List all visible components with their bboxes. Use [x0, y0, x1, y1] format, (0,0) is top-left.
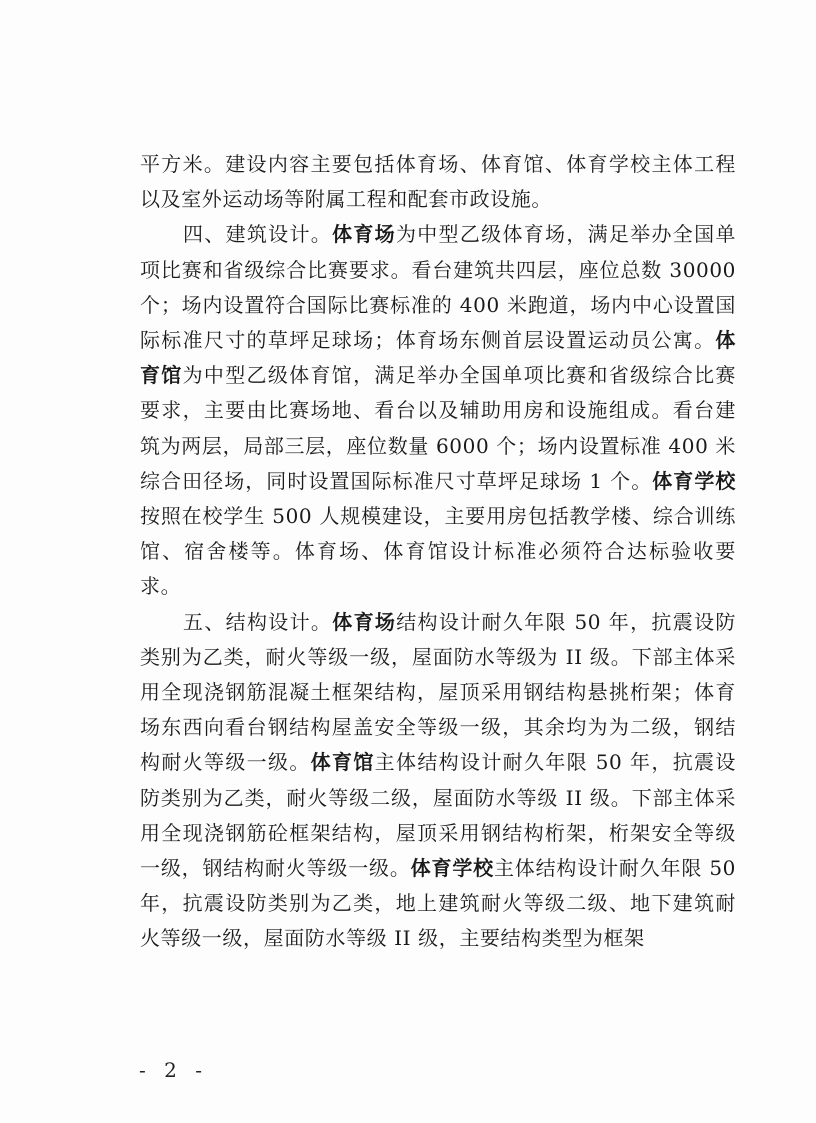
document-body	[140, 147, 736, 957]
text-segment: 为中型乙级体育场，满足举办全国单项比赛和省级综合比赛要求。看台建筑共四层，座位总数 30000 个；场内设置符合国际比赛标准的 400 米跑道，场内中心设置国际标准尺寸的草坪足球场；体育场东侧首层设置运动员公寓。	[140, 222, 736, 353]
text-segment: 为中型乙级体育馆，满足举办全国单项比赛和省级综合比赛要求，主要由比赛场地、看台以及辅助用房和设施组成。看台建筑为两层，局部三层，座位数量 6000 个；场内设置标准 400 米综合田径场，同时设置国际标准尺寸草坪足球场 1 个。	[140, 363, 736, 493]
text-segment: 主体结构设计耐久年限 50 年，抗震设防类别为乙类，地上建筑耐火等级二级、地下建筑耐火等级一级，屋面防水等级 II 级，主要结构类型为框架	[140, 856, 736, 951]
paragraph-architecture	[140, 217, 736, 604]
bold-term: 体育场	[332, 609, 397, 634]
bold-term: 体育馆	[140, 328, 736, 388]
paragraph-intro	[140, 147, 736, 217]
text-segment: 主体结构设计耐久年限 50 年，抗震设防类别为乙类，耐火等级二级，屋面防水等级 II 级。下部主体采用全现浇钢筋砼框架结构，屋顶采用钢结构桁架，桁架安全等级一级，钢结构耐火等级一级。	[140, 750, 736, 881]
text-segment: 按照在校学生 500 人规模建设，主要用房包括教学楼、综合训练馆、宿舍楼等。体育场、体育馆设计标准必须符合达标验收要求。	[140, 504, 736, 599]
paragraph-structure	[140, 605, 736, 957]
bold-term: 体育馆	[310, 750, 375, 775]
text-segment: 平方米。建设内容主要包括体育场、体育馆、体育学校主体工程以及室外运动场等附属工程和配套市政设施。	[140, 152, 736, 212]
text-segment: 五、结构设计。	[183, 609, 333, 634]
text-segment: 结构设计耐久年限 50 年，抗震设防类别为乙类，耐火等级一级，屋面防水等级为 II 级。下部主体采用全现浇钢筋混凝土框架结构，屋顶采用钢结构悬挑桁架；体育场东西向看台钢结构屋盖安全等级一级，其余均为为二级，钢结构耐火等级一级。	[140, 609, 736, 775]
bold-term: 体育场	[332, 222, 396, 247]
text-segment: 四、建筑设计。	[183, 222, 333, 247]
page-number: - 2 -	[139, 1058, 208, 1082]
bold-term: 体育学校	[410, 856, 494, 881]
bold-term: 体育学校	[652, 468, 736, 493]
